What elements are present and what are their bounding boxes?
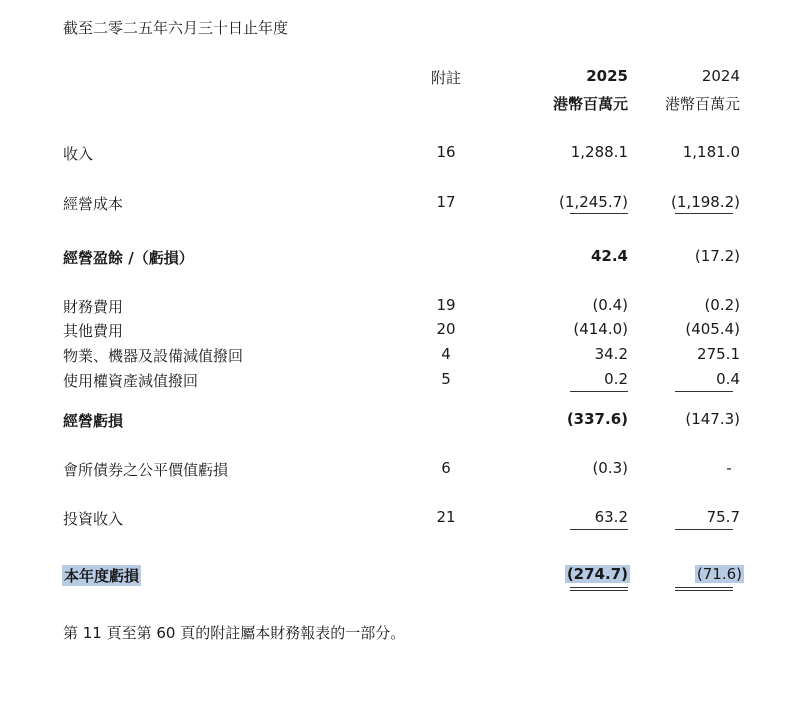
- row-label: 經營成本: [63, 195, 124, 213]
- row-value-2025: 63.2: [594, 508, 628, 526]
- row-value-2025-highlighted: (274.7): [566, 565, 628, 583]
- row-value-2025: (1,245.7): [559, 193, 628, 211]
- row-value-2025: 34.2: [594, 345, 628, 363]
- row-value-2024: (1,198.2): [671, 193, 740, 211]
- row-value-2025: (0.4): [592, 296, 628, 314]
- unit-2024-header: 港幣百萬元: [664, 95, 740, 113]
- row-value-2025: 0.2: [604, 370, 628, 388]
- row-label: 其他費用: [63, 322, 124, 340]
- period-title: 截至二零二五年六月三十日止年度: [63, 19, 289, 37]
- subtotal-rule: [570, 391, 628, 392]
- subtotal-rule: [570, 213, 628, 214]
- row-value-2024: 275.1: [697, 345, 740, 363]
- subtotal-rule: [675, 529, 733, 530]
- row-value-2025: (337.6): [566, 410, 628, 428]
- row-note: 5: [441, 370, 451, 388]
- row-note: 20: [436, 320, 456, 338]
- row-label: 財務費用: [63, 298, 124, 316]
- row-value-2024: 1,181.0: [682, 143, 740, 161]
- year-2025-header: 2025: [586, 67, 628, 85]
- double-underline: [675, 590, 733, 591]
- row-note: 6: [441, 459, 451, 477]
- row-note: 17: [436, 193, 456, 211]
- row-value-2025: 1,288.1: [570, 143, 628, 161]
- subtotal-rule: [570, 529, 628, 530]
- subtotal-rule: [675, 391, 733, 392]
- double-underline: [675, 587, 733, 588]
- row-value-2024: 0.4: [716, 370, 740, 388]
- double-underline: [570, 587, 628, 588]
- row-value-2024-highlighted: (71.6): [696, 565, 742, 583]
- row-label: 投資收入: [63, 510, 124, 528]
- row-note: 16: [436, 143, 456, 161]
- row-value-2025: (414.0): [573, 320, 628, 338]
- unit-2025-header: 港幣百萬元: [552, 95, 628, 113]
- row-note: 21: [436, 508, 456, 526]
- double-underline: [570, 590, 628, 591]
- row-value-2024: (17.2): [694, 247, 740, 265]
- row-note: 19: [436, 296, 456, 314]
- row-value-2025: (0.3): [592, 459, 628, 477]
- row-value-2024: (0.2): [704, 296, 740, 314]
- row-label-highlighted: 本年度虧損: [64, 567, 140, 585]
- row-label: 會所債券之公平價值虧損: [63, 461, 229, 479]
- row-label: 經營盈餘 /（虧損）: [63, 249, 194, 267]
- row-label: 使用權資產減值撥回: [63, 372, 199, 390]
- row-value-2024: -: [726, 459, 732, 477]
- row-value-2024: (147.3): [685, 410, 740, 428]
- row-note: 4: [441, 345, 451, 363]
- row-label: 經營虧損: [63, 412, 124, 430]
- note-column-header: 附註: [430, 69, 461, 87]
- footnote: 第 11 頁至第 60 頁的附註屬本財務報表的一部分。: [63, 624, 406, 642]
- year-2024-header: 2024: [701, 67, 740, 85]
- row-value-2024: 75.7: [706, 508, 740, 526]
- row-value-2025: 42.4: [590, 247, 628, 265]
- row-value-2024: (405.4): [685, 320, 740, 338]
- row-label: 收入: [63, 145, 94, 163]
- row-label: 物業、機器及設備減值撥回: [63, 347, 244, 365]
- subtotal-rule: [675, 213, 733, 214]
